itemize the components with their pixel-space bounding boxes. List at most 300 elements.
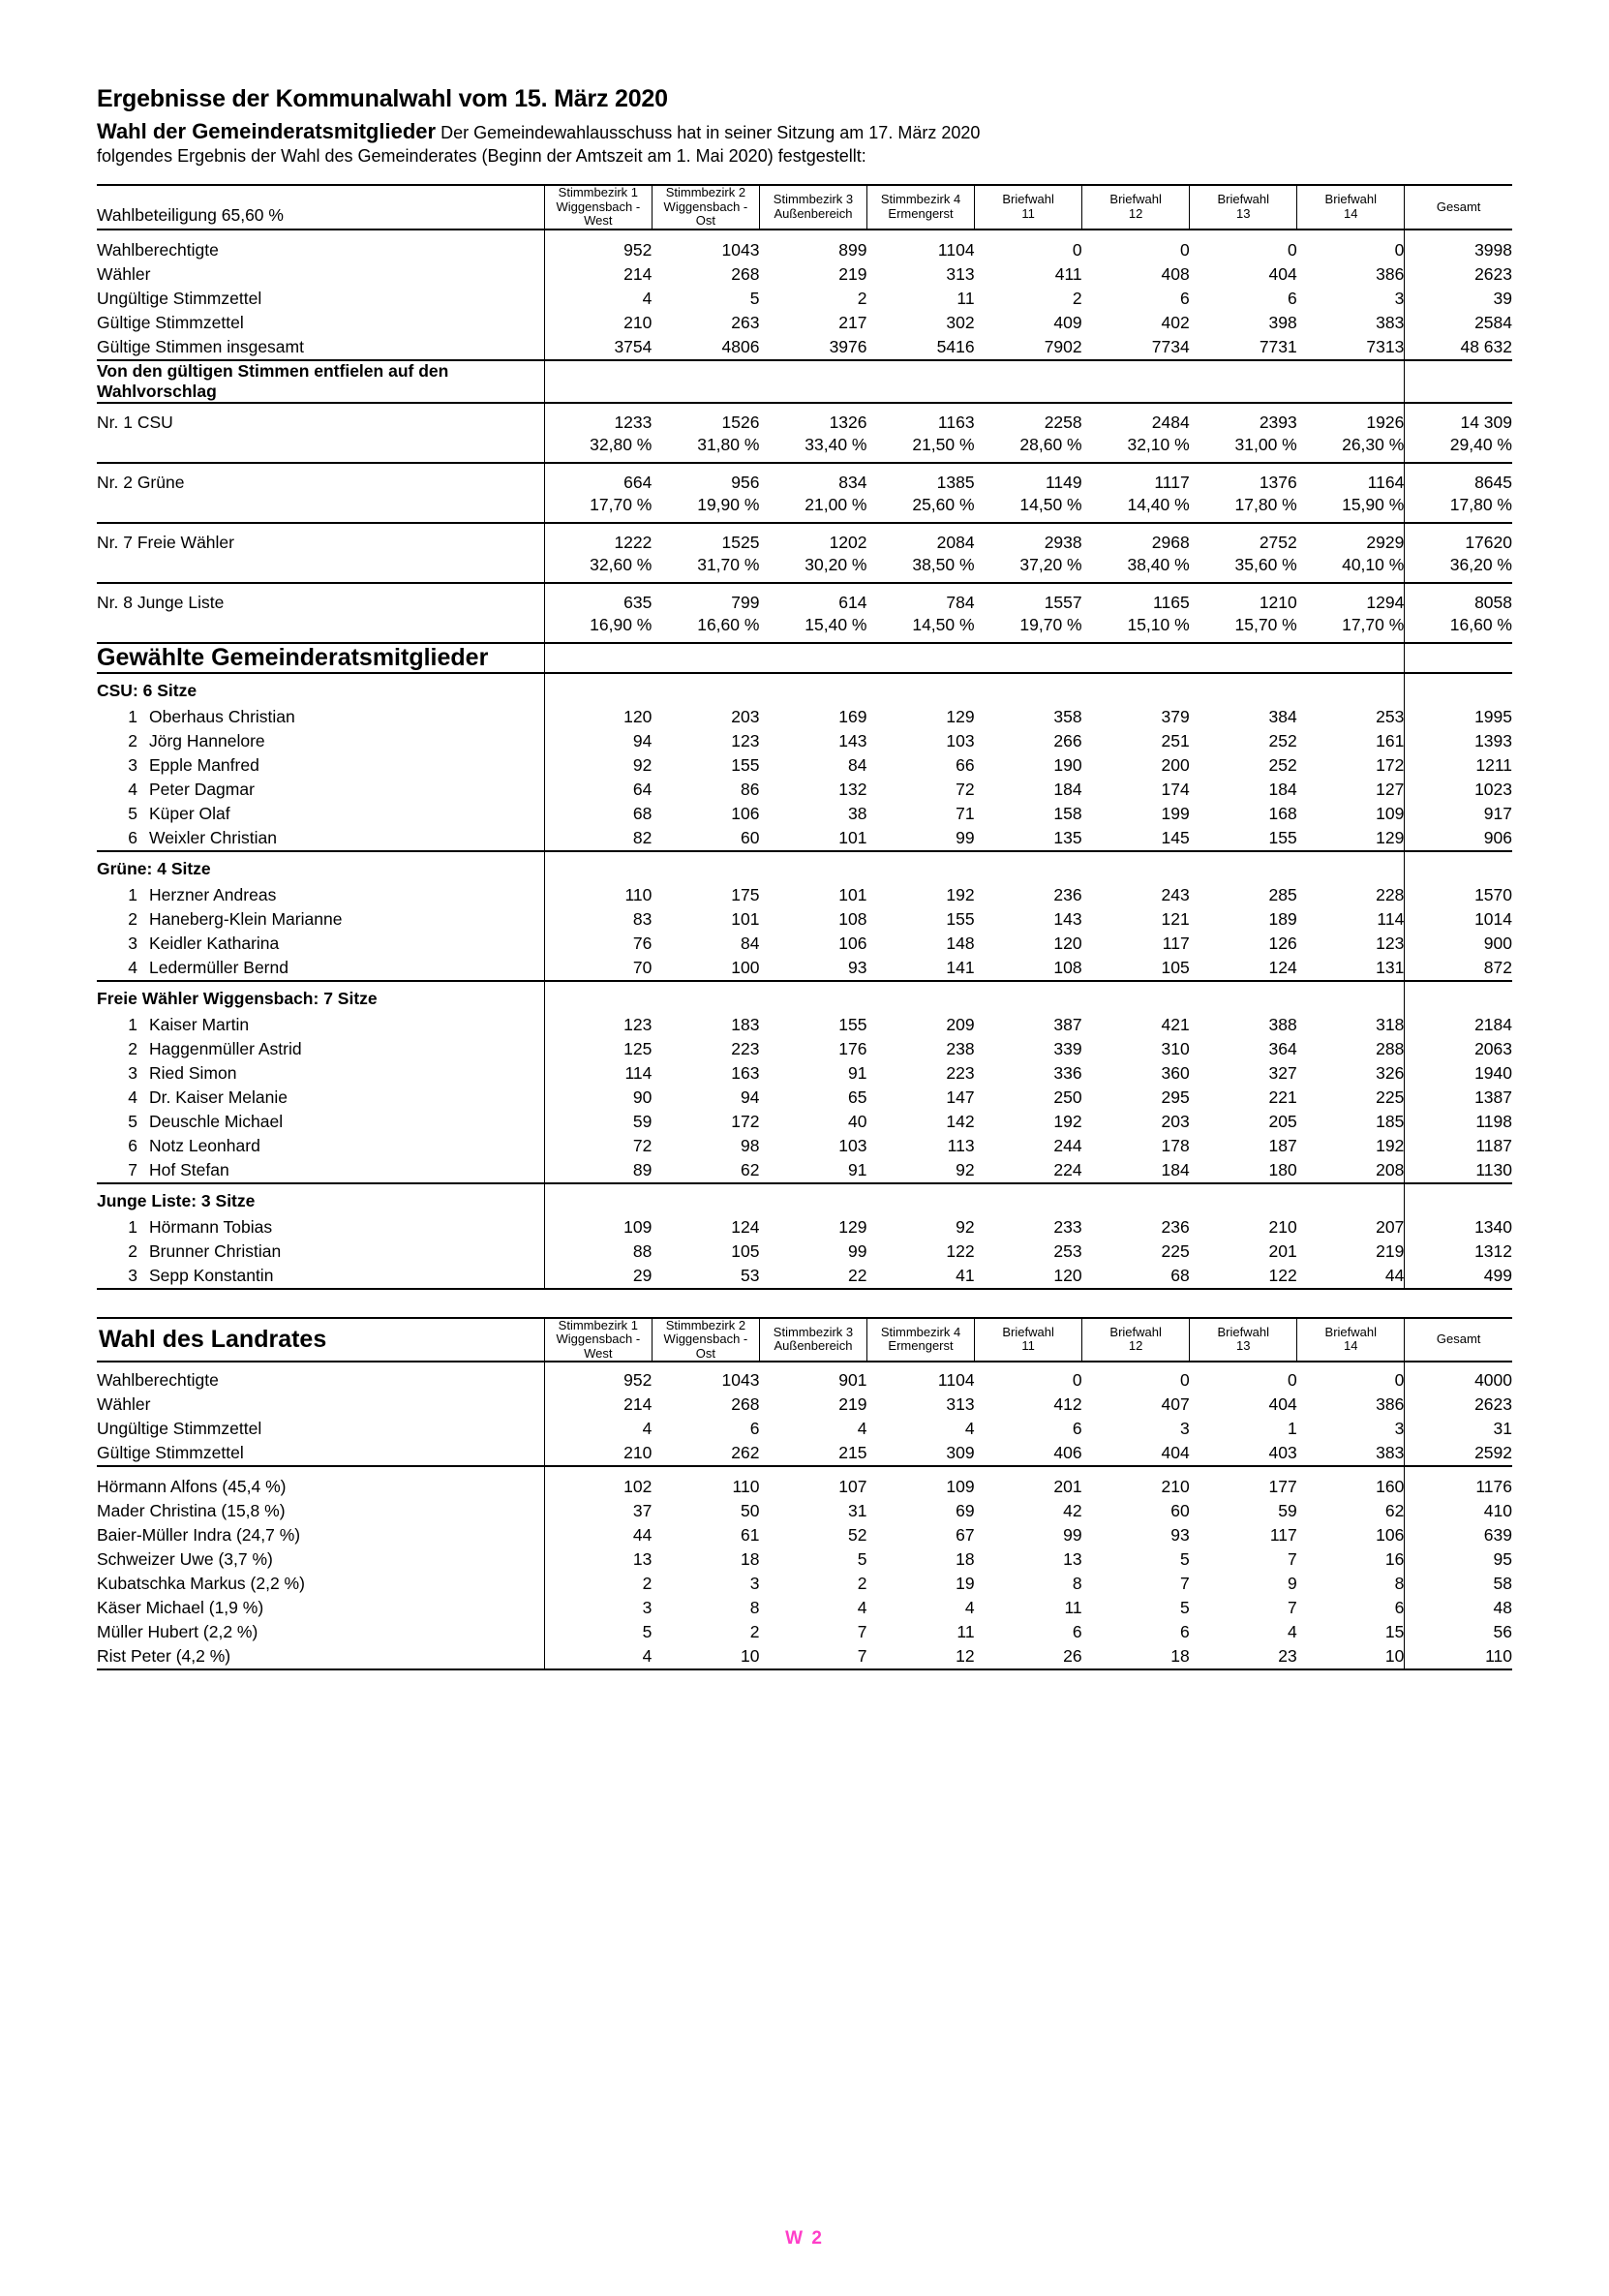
cell: 233	[1053, 1216, 1082, 1237]
row-label	[97, 778, 544, 802]
cell: 252	[1268, 730, 1297, 750]
party-heading-row-3	[97, 1183, 1512, 1215]
cell: 14,40 %	[1127, 494, 1190, 514]
row-label: Gültige Stimmzettel	[97, 1443, 244, 1463]
cell: 6	[1179, 288, 1190, 308]
cell: 210	[544, 1441, 652, 1466]
cell: 2623	[1405, 262, 1512, 287]
column-header-1: Stimmbezirk 2 Wiggensbach - Ost	[652, 1318, 759, 1362]
row-label: Ungültige Stimmzettel	[97, 1419, 262, 1439]
cell: 207	[1376, 1216, 1405, 1237]
cell: 7734	[1151, 336, 1190, 356]
cell: 3	[1394, 288, 1405, 308]
cell: 93	[848, 957, 867, 977]
candidate-index: 1	[128, 884, 137, 904]
elected-heading: Gewählte Gemeinderatsmitglieder	[97, 643, 544, 673]
cell: 2938	[975, 523, 1082, 555]
subtitle-rest: Der Gemeindewahlausschuss hat in seiner Sitzung am 17. März 2020	[440, 123, 981, 142]
table-bottom-rule	[97, 1669, 1512, 1672]
cell: 185	[1376, 1111, 1405, 1131]
cell: 192	[1376, 1135, 1405, 1155]
landrat-candidate-row-6	[97, 1620, 1512, 1644]
candidate-row-0-4	[97, 802, 1512, 826]
cell: 184	[1268, 779, 1297, 799]
cell: 161	[1376, 730, 1405, 750]
cell: 318	[1376, 1014, 1405, 1034]
row-label: Gültige Stimmzettel	[97, 312, 244, 332]
list-row-0	[97, 403, 1512, 435]
cell: 132	[838, 779, 867, 799]
candidate-name: Deuschle Michael	[149, 1111, 284, 1131]
cell: 1202	[759, 523, 866, 555]
cell: 266	[1053, 730, 1082, 750]
cell: 11	[1064, 1598, 1082, 1618]
gemeinderat-table	[97, 184, 1512, 1292]
table-header-row	[97, 1318, 1512, 1362]
column-header-2: Stimmbezirk 3 Außenbereich	[759, 1318, 866, 1362]
row-label: Schweizer Uwe (3,7 %)	[97, 1549, 273, 1570]
cell: 18	[740, 1549, 760, 1570]
rule	[97, 230, 1512, 238]
cell: 406	[1053, 1443, 1082, 1463]
cell: 8058	[1405, 583, 1512, 615]
cell: 178	[1161, 1135, 1190, 1155]
cell: 98	[740, 1135, 760, 1155]
cell: 9	[1288, 1574, 1297, 1594]
cell: 15,10 %	[1127, 614, 1190, 634]
cell: 38	[848, 803, 867, 823]
row-label	[97, 802, 544, 826]
cell: 268	[731, 263, 760, 284]
cell: 412	[1053, 1394, 1082, 1415]
cell: 108	[838, 908, 867, 929]
cell: 313	[946, 263, 975, 284]
cell: 19,70 %	[1019, 614, 1082, 634]
row-label	[97, 1240, 544, 1264]
candidate-index: 3	[128, 1265, 137, 1285]
cell: 50	[740, 1501, 760, 1521]
cell: 84	[740, 933, 760, 953]
rule	[97, 1466, 1512, 1475]
cell: 834	[759, 463, 866, 495]
row-label	[97, 1134, 544, 1158]
cell: 251	[1161, 730, 1190, 750]
cell: 89	[544, 1158, 652, 1183]
cell: 2592	[1405, 1441, 1512, 1466]
cell: 410	[1405, 1499, 1512, 1523]
cell: 126	[1268, 933, 1297, 953]
landrat-title-cell	[97, 1318, 544, 1362]
cell: 99	[848, 1240, 867, 1261]
row-label: Wähler	[97, 263, 151, 284]
row-label: Baier-Müller Indra (24,7 %)	[97, 1525, 301, 1546]
cell: 386	[1376, 263, 1405, 284]
cell: 2	[544, 1572, 652, 1596]
candidate-index: 4	[128, 957, 137, 977]
cell: 177	[1268, 1477, 1297, 1497]
cell: 100	[731, 957, 760, 977]
cell: 109	[544, 1215, 652, 1240]
cell: 899	[838, 239, 867, 260]
cell: 114	[544, 1061, 652, 1086]
cell: 94	[740, 1087, 760, 1107]
cell: 0	[1179, 239, 1190, 260]
cell: 127	[1376, 779, 1405, 799]
cell: 68	[1170, 1265, 1190, 1285]
cell: 263	[731, 312, 760, 332]
cell: 42	[1063, 1501, 1082, 1521]
candidate-name: Hof Stefan	[149, 1159, 229, 1179]
cell: 44	[1384, 1265, 1405, 1285]
cell: 169	[838, 706, 867, 726]
cell: 3754	[544, 335, 652, 360]
column-header-8: Gesamt	[1405, 1318, 1512, 1362]
cell: 917	[1405, 802, 1512, 826]
rule	[97, 1362, 1512, 1368]
cell: 1340	[1405, 1215, 1512, 1240]
cell: 29,40 %	[1405, 435, 1512, 463]
cell: 17,70 %	[1342, 614, 1405, 634]
subtitle	[97, 119, 1512, 144]
list-row-2	[97, 523, 1512, 555]
column-header-1: Stimmbezirk 2 Wiggensbach - Ost	[652, 185, 759, 230]
cell: 313	[946, 1394, 975, 1415]
cell: 326	[1376, 1062, 1405, 1083]
cell: 174	[1161, 779, 1190, 799]
cell: 214	[544, 262, 652, 287]
column-header-7: Briefwahl 14	[1297, 1318, 1405, 1362]
cell: 31	[848, 1501, 867, 1521]
cell: 120	[544, 705, 652, 729]
candidate-name: Hörmann Tobias	[149, 1216, 273, 1237]
party-heading: Junge Liste: 3 Sitze	[97, 1183, 544, 1215]
cell: 6	[1288, 288, 1297, 308]
cell: 784	[867, 583, 975, 615]
cell: 13	[544, 1547, 652, 1572]
cell: 1163	[867, 403, 975, 435]
cell: 0	[1288, 1370, 1297, 1391]
cell: 4806	[721, 336, 760, 356]
candidate-index: 6	[128, 827, 137, 847]
row-label: Hörmann Alfons (45,4 %)	[97, 1477, 287, 1497]
cell: 19	[956, 1574, 975, 1594]
candidate-name: Notz Leonhard	[149, 1135, 260, 1155]
list-row-pct-0	[97, 435, 1512, 463]
cell: 60	[1170, 1501, 1190, 1521]
cell: 38,50 %	[912, 554, 975, 574]
cell: 71	[956, 803, 975, 823]
base-row-3	[97, 311, 1512, 335]
row-label	[97, 495, 544, 523]
cell: 1376	[1190, 463, 1297, 495]
cell: 402	[1161, 312, 1190, 332]
cell: 952	[544, 238, 652, 262]
cell: 109	[1376, 803, 1405, 823]
row-label: Nr. 1 CSU	[97, 403, 544, 435]
candidate-row-3-2	[97, 1264, 1512, 1288]
cell: 2184	[1405, 1013, 1512, 1037]
cell: 17,80 %	[1234, 494, 1297, 514]
cell: 105	[1161, 957, 1190, 977]
landrat-base-row-0	[97, 1368, 1512, 1393]
landrat-candidate-row-4	[97, 1572, 1512, 1596]
candidate-index: 3	[128, 1062, 137, 1083]
cell: 5416	[936, 336, 975, 356]
cell: 18	[1170, 1646, 1190, 1667]
cell: 1385	[867, 463, 975, 495]
candidate-row-1-2	[97, 932, 1512, 956]
party-heading: CSU: 6 Sitze	[97, 673, 544, 705]
landrat-candidate-row-0	[97, 1475, 1512, 1499]
cell: 1130	[1405, 1158, 1512, 1183]
cell: 41	[956, 1265, 975, 1285]
cell: 108	[1053, 957, 1082, 977]
cell: 1117	[1082, 463, 1190, 495]
cell: 189	[1268, 908, 1297, 929]
cell: 17,70 %	[544, 495, 652, 523]
cell: 387	[1053, 1014, 1082, 1034]
cell: 6	[1179, 1622, 1190, 1642]
cell: 131	[1376, 957, 1405, 977]
row-label	[97, 883, 544, 907]
cell: 398	[1268, 312, 1297, 332]
cell: 125	[544, 1037, 652, 1061]
party-heading-row-2	[97, 981, 1512, 1013]
candidate-row-1-1	[97, 907, 1512, 932]
cell: 1	[1288, 1419, 1297, 1439]
cell: 223	[731, 1038, 760, 1058]
cell: 94	[544, 729, 652, 753]
cell: 11	[956, 288, 975, 308]
cell: 1210	[1190, 583, 1297, 615]
cell: 383	[1376, 312, 1405, 332]
cell: 99	[1063, 1525, 1082, 1546]
cell: 69	[956, 1501, 975, 1521]
cell: 32,60 %	[544, 555, 652, 583]
cell: 23	[1278, 1646, 1297, 1667]
row-label	[97, 729, 544, 753]
cell: 0	[1394, 239, 1405, 260]
cell: 614	[759, 583, 866, 615]
landrat-title: Wahl des Landrates	[99, 1325, 327, 1353]
candidate-row-0-0	[97, 705, 1512, 729]
cell: 62	[740, 1159, 760, 1179]
column-header-5: Briefwahl 12	[1082, 185, 1190, 230]
row-label: Wahlberechtigte	[97, 239, 219, 260]
cell: 8645	[1405, 463, 1512, 495]
cell: 145	[1161, 827, 1190, 847]
cell: 143	[1053, 908, 1082, 929]
cell: 15	[1384, 1622, 1405, 1642]
cell: 1164	[1297, 463, 1405, 495]
cell: 105	[731, 1240, 760, 1261]
cell: 7	[1288, 1549, 1297, 1570]
cell: 92	[544, 753, 652, 778]
cell: 56	[1405, 1620, 1512, 1644]
candidate-name: Peter Dagmar	[149, 779, 255, 799]
cell: 210	[1268, 1216, 1297, 1237]
cell: 5	[1179, 1598, 1190, 1618]
page-footer-mark: W 2	[785, 2228, 824, 2249]
candidate-row-0-5	[97, 826, 1512, 851]
cell: 91	[848, 1159, 867, 1179]
cell: 4	[964, 1598, 975, 1618]
cell: 19,90 %	[697, 494, 760, 514]
cell: 635	[544, 583, 652, 615]
landrat-base-row-3	[97, 1441, 1512, 1466]
candidate-row-1-3	[97, 956, 1512, 981]
cell: 1326	[759, 403, 866, 435]
cell: 217	[838, 312, 867, 332]
candidate-name: Ried Simon	[149, 1062, 237, 1083]
cell: 183	[731, 1014, 760, 1034]
cell: 403	[1268, 1443, 1297, 1463]
cell: 0	[1072, 239, 1082, 260]
row-label: Wahlberechtigte	[97, 1370, 219, 1391]
cell: 1104	[937, 1370, 975, 1391]
cell: 7313	[1366, 336, 1405, 356]
cell: 0	[1394, 1370, 1405, 1391]
party-heading-row-1	[97, 851, 1512, 883]
turnout-label: Wahlbeteiligung 65,60 %	[97, 185, 544, 230]
cell: 123	[1376, 933, 1405, 953]
cell: 129	[946, 706, 975, 726]
candidate-index: 4	[128, 1087, 137, 1107]
cell: 32,80 %	[544, 435, 652, 463]
cell: 4	[964, 1419, 975, 1439]
cell: 68	[544, 802, 652, 826]
cell: 106	[1376, 1525, 1405, 1546]
cell: 176	[838, 1038, 867, 1058]
cell: 31,80 %	[697, 434, 760, 454]
cell: 215	[838, 1443, 867, 1463]
cell: 59	[1278, 1501, 1297, 1521]
cell: 16,60 %	[1405, 615, 1512, 643]
cell: 339	[1053, 1038, 1082, 1058]
cell: 37,20 %	[1019, 554, 1082, 574]
cell: 499	[1405, 1264, 1512, 1288]
cell: 228	[1376, 884, 1405, 904]
cell: 1312	[1405, 1240, 1512, 1264]
row-label	[97, 1037, 544, 1061]
cell: 21,00 %	[804, 494, 867, 514]
cell: 141	[946, 957, 975, 977]
row-label	[97, 932, 544, 956]
cell: 379	[1161, 706, 1190, 726]
cell: 1222	[544, 523, 652, 555]
intro-text: folgendes Ergebnis der Wahl des Gemeinderates (Beginn der Amtszeit am 1. Mai 2020) festgestellt:	[97, 146, 866, 166]
landrat-table	[97, 1317, 1512, 1673]
cell: 187	[1268, 1135, 1297, 1155]
cell: 309	[946, 1443, 975, 1463]
cell: 129	[1376, 827, 1405, 847]
cell: 26,30 %	[1342, 434, 1405, 454]
candidate-row-3-1	[97, 1240, 1512, 1264]
cell: 142	[946, 1111, 975, 1131]
row-label	[97, 555, 544, 583]
cell: 25,60 %	[912, 494, 975, 514]
cell: 799	[652, 583, 759, 615]
gemeinderat-table-wrap	[97, 184, 1512, 1292]
party-heading: Freie Wähler Wiggensbach: 7 Sitze	[97, 981, 544, 1013]
cell: 219	[1376, 1240, 1405, 1261]
cell: 236	[1161, 1216, 1190, 1237]
cell: 243	[1161, 884, 1190, 904]
candidate-name: Haggenmüller Astrid	[149, 1038, 302, 1058]
row-label	[97, 435, 544, 463]
cell: 110	[1405, 1644, 1512, 1669]
cell: 404	[1161, 1443, 1190, 1463]
cell: 14 309	[1405, 403, 1512, 435]
column-header-5: Briefwahl 12	[1082, 1318, 1190, 1362]
candidate-row-2-5	[97, 1134, 1512, 1158]
cell: 2393	[1190, 403, 1297, 435]
cell: 203	[731, 706, 760, 726]
cell: 411	[1054, 263, 1082, 284]
elected-heading-row	[97, 643, 1512, 673]
cell: 900	[1405, 932, 1512, 956]
cell: 4	[544, 1417, 652, 1441]
list-row-pct-1	[97, 495, 1512, 523]
row-label: Rist Peter (4,2 %)	[97, 1646, 231, 1667]
row-label	[97, 907, 544, 932]
cell: 91	[848, 1062, 867, 1083]
candidate-name: Keidler Katharina	[149, 933, 280, 953]
candidate-name: Oberhaus Christian	[149, 706, 295, 726]
cell: 2968	[1082, 523, 1190, 555]
cell: 4	[544, 287, 652, 311]
row-label: Nr. 2 Grüne	[97, 463, 544, 495]
column-header-0: Stimmbezirk 1 Wiggensbach - West	[544, 185, 652, 230]
cell: 72	[544, 1134, 652, 1158]
cell: 175	[731, 884, 760, 904]
cell: 38,40 %	[1127, 554, 1190, 574]
candidate-index: 3	[128, 754, 137, 775]
cell: 310	[1161, 1038, 1190, 1058]
landrat-table-wrap	[97, 1317, 1512, 1673]
cell: 210	[1161, 1477, 1190, 1497]
cell: 285	[1268, 884, 1297, 904]
cell: 113	[947, 1135, 975, 1155]
cell: 180	[1268, 1159, 1297, 1179]
cell: 101	[838, 827, 867, 847]
candidate-row-0-3	[97, 778, 1512, 802]
cell: 1198	[1405, 1110, 1512, 1134]
cell: 95	[1405, 1547, 1512, 1572]
cell: 2	[1072, 288, 1082, 308]
cell: 67	[956, 1525, 975, 1546]
cell: 199	[1161, 803, 1190, 823]
row-label	[97, 826, 544, 851]
cell: 10	[1384, 1646, 1405, 1667]
cell: 7	[1179, 1574, 1190, 1594]
cell: 59	[544, 1110, 652, 1134]
lists-heading: Von den gültigen Stimmen entfielen auf den Wahlvorschlag	[97, 360, 544, 403]
cell: 31,70 %	[697, 554, 760, 574]
cell: 421	[1161, 1014, 1190, 1034]
row-label	[97, 1061, 544, 1086]
row-label: Kubatschka Markus (2,2 %)	[97, 1574, 305, 1594]
cell: 5	[1179, 1549, 1190, 1570]
cell: 200	[1161, 754, 1190, 775]
cell: 1023	[1405, 778, 1512, 802]
cell: 66	[956, 754, 975, 775]
cell: 60	[740, 827, 760, 847]
cell: 210	[544, 311, 652, 335]
cell: 17,80 %	[1405, 495, 1512, 523]
cell: 1187	[1405, 1134, 1512, 1158]
cell: 203	[1161, 1111, 1190, 1131]
